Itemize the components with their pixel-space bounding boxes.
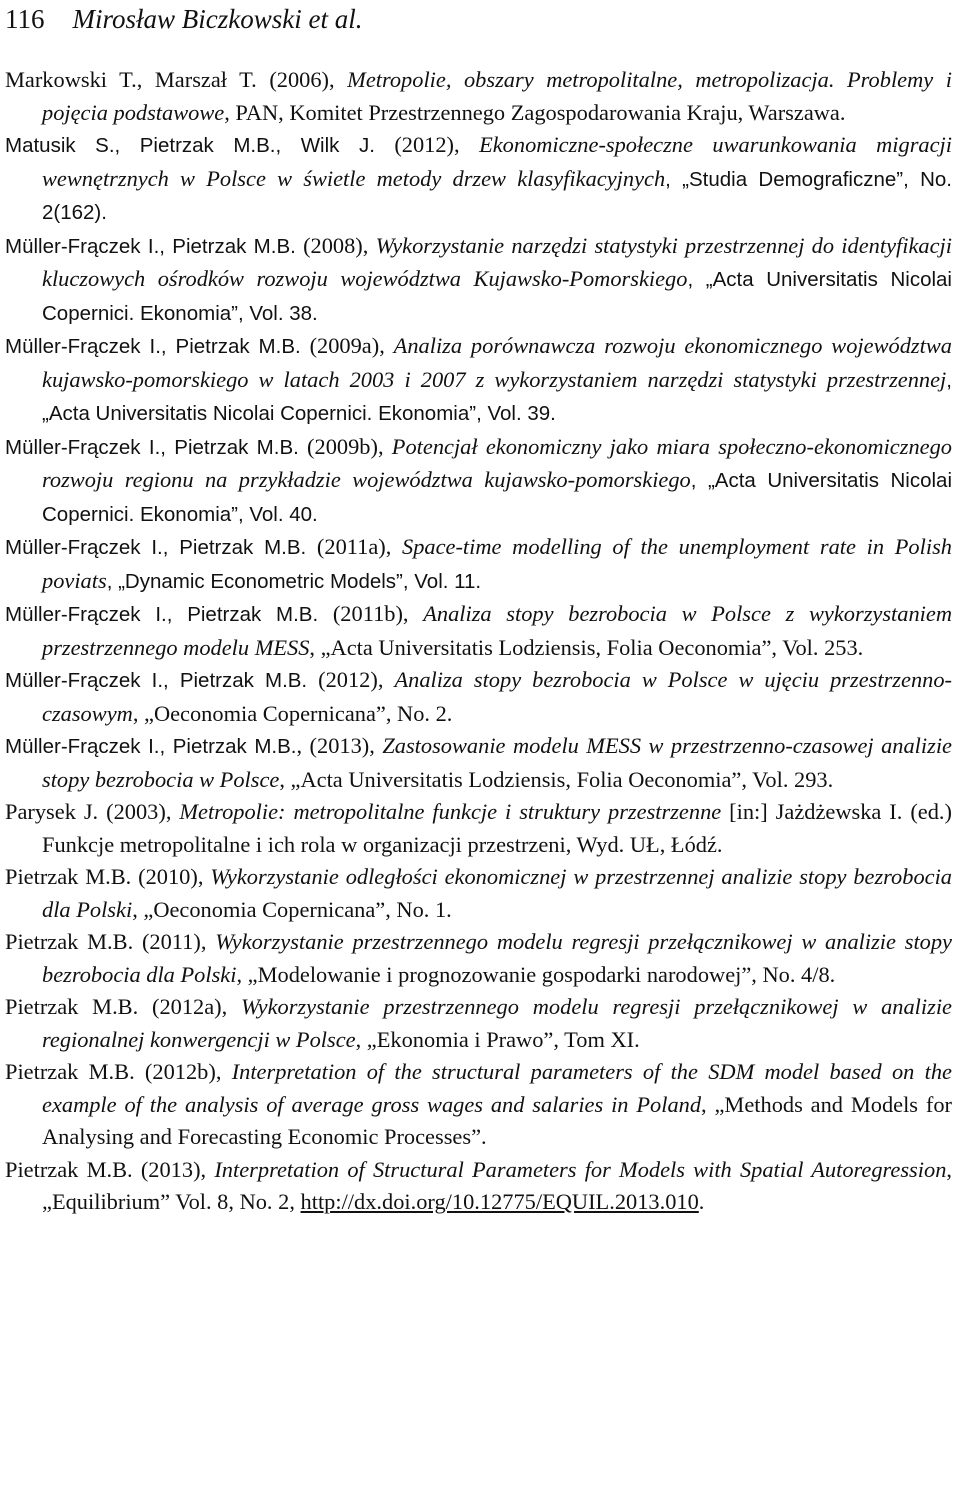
- ref-year: (2009a),: [300, 333, 394, 358]
- ref-source: , „Methods and Models for Analysing and Forecasting Economic Processes”.: [42, 1091, 952, 1149]
- ref-authors: Pietrzak M.B. (2011),: [5, 929, 216, 954]
- ref-authors: Müller-Frączek I., Pietrzak M.B.: [5, 435, 299, 459]
- ref-title: Wykorzystanie narzędzi statystyki przestrzennej do identyfikacji kluczowych ośrodków rozwoju województwa Kujawsko-Pomorskiego: [42, 232, 952, 291]
- ref-authors: Parysek J. (2003),: [5, 799, 180, 824]
- reference-item: [5, 861, 952, 926]
- reference-item: [5, 531, 952, 598]
- ref-authors: Matusik S., Pietrzak M.B., Wilk J.: [5, 134, 375, 157]
- ref-source: [in:] Jażdżewska I. (ed.) Funkcje metropolitalne i ich rola w organizacji przestrzeni, Wyd. UŁ, Łódź.: [42, 799, 952, 857]
- ref-authors: Pietrzak M.B. (2012a),: [5, 994, 242, 1019]
- ref-source: , „Studia Demograficzne”, No. 2(162).: [42, 167, 952, 224]
- ref-title: Analiza stopy bezrobocia w Polsce w ujęciu przestrzenno-czasowym: [42, 667, 952, 726]
- ref-source: , „Oeconomia Copernicana”, No. 1.: [132, 896, 452, 922]
- reference-item: [5, 796, 952, 861]
- page-number: 116: [5, 4, 45, 34]
- ref-title: Wykorzystanie odległości ekonomicznej w przestrzennej analizie stopy bezrobocia dla Polski: [42, 864, 952, 922]
- ref-title: Metropolie, obszary metropolitalne, metropolizacja. Problemy i pojęcia podstawowe: [42, 67, 952, 125]
- page-header: [5, 2, 362, 36]
- ref-year: (2011a),: [306, 534, 403, 559]
- ref-authors: Müller-Frączek I., Pietrzak M.B.: [5, 603, 319, 626]
- ref-year: (2012),: [307, 667, 395, 692]
- reference-item: [5, 230, 952, 331]
- reference-item: [5, 598, 952, 664]
- ref-title: Potencjał ekonomiczny jako miara społeczno-ekonomicznego rozwoju regionu na przykładzie województwa kujawsko-pomorskiego: [42, 433, 952, 492]
- ref-title: Analiza porównawcza rozwoju ekonomicznego województwa kujawsko-pomorskiego w latach 2003 i 2007 z wykorzystaniem narzędzi statystyki przestrzennej: [42, 333, 952, 392]
- ref-year: (2009b),: [298, 433, 392, 459]
- ref-title: Space-time modelling of the unemployment rate in Polish poviats: [42, 534, 952, 593]
- ref-source: , „Ekonomia i Prawo”, Tom XI.: [355, 1026, 640, 1052]
- ref-title: Zastosowanie modelu MESS w przestrzenno-czasowej analizie stopy bezrobocia w Polsce: [42, 733, 952, 792]
- reference-item: [5, 64, 952, 129]
- ref-year: (2011b),: [318, 601, 424, 626]
- ref-authors: Pietrzak M.B. (2010),: [5, 864, 211, 889]
- ref-title: Ekonomiczne-społeczne uwarunkowania migracji wewnętrznych w Polsce w świetle metody drzew klasyfikacyjnych: [42, 132, 952, 191]
- reference-item: [5, 129, 952, 230]
- ref-source: , „Equilibrium” Vol. 8, No. 2,: [42, 1156, 952, 1214]
- ref-authors: Müller-Frączek I., Pietrzak M.B.: [5, 536, 307, 559]
- ref-authors: Pietrzak M.B. (2012b),: [5, 1059, 232, 1084]
- ref-year: (2012),: [374, 132, 480, 157]
- ref-title: Analiza stopy bezrobocia w Polsce z wykorzystaniem przestrzennego modelu MESS: [42, 601, 952, 660]
- ref-source: , „Acta Universitatis Lodziensis, Folia Oeconomia”, Vol. 253.: [309, 634, 864, 660]
- ref-source: , „Modelowanie i prognozowanie gospodarki narodowej”, No. 4/8.: [236, 961, 836, 987]
- ref-authors: Müller-Frączek I., Pietrzak M.B.: [5, 669, 308, 692]
- ref-source: , „Acta Universitatis Nicolai Copernici. Ekonomia”, Vol. 39.: [42, 368, 952, 425]
- ref-year: , (2013),: [296, 733, 383, 758]
- ref-title: Interpretation of Structural Parameters for Models with Spatial Autoregression: [214, 1156, 947, 1182]
- running-title: Mirosław Biczkowski et al.: [72, 4, 363, 34]
- ref-source: , „Acta Universitatis Nicolai Copernici. Ekonomia”, Vol. 38.: [42, 268, 952, 325]
- ref-authors: Müller-Frączek I., Pietrzak M.B.: [5, 335, 301, 358]
- reference-item: [5, 926, 952, 991]
- ref-source: , „Acta Universitatis Nicolai Copernici. Ekonomia”, Vol. 40.: [42, 469, 952, 526]
- reference-item: [5, 1154, 952, 1219]
- reference-item: [5, 330, 952, 431]
- reference-item: [5, 730, 952, 796]
- doi-link[interactable]: http://dx.doi.org/10.12775/EQUIL.2013.010: [300, 1189, 699, 1214]
- ref-source: , „Acta Universitatis Lodziensis, Folia Oeconomia”, Vol. 293.: [279, 766, 834, 792]
- ref-source: , PAN, Komitet Przestrzennego Zagospodarowania Kraju, Warszawa.: [224, 99, 846, 125]
- reference-item: [5, 991, 952, 1056]
- ref-source: , „Oeconomia Copernicana”, No. 2.: [132, 700, 453, 726]
- ref-authors: Markowski T., Marszał T. (2006),: [5, 67, 348, 92]
- reference-list: [5, 64, 952, 1219]
- reference-item: [5, 664, 952, 730]
- reference-item: [5, 431, 952, 532]
- reference-item: [5, 1056, 952, 1154]
- ref-title: Interpretation of the structural parameters of the SDM model based on the example of the analysis of average gross wages and salaries in Poland: [42, 1059, 952, 1117]
- ref-title: Metropolie: metropolitalne funkcje i struktury przestrzenne: [179, 799, 722, 824]
- ref-title: Wykorzystanie przestrzennego modelu regresji przełącznikowej w analizie stopy bezrobocia dla Polski: [42, 929, 952, 987]
- ref-authors: Müller-Frączek I., Pietrzak M.B.: [5, 735, 297, 758]
- ref-authors: Müller-Frączek I., Pietrzak M.B.: [5, 234, 296, 258]
- ref-title: Wykorzystanie przestrzennego modelu regresji przełącznikowej w analizie regionalnej konwergencji w Polsce: [42, 994, 952, 1052]
- ref-end: .: [698, 1189, 705, 1214]
- ref-source: , „Dynamic Econometric Models”, Vol. 11.: [106, 569, 482, 593]
- ref-authors: Pietrzak M.B. (2013),: [5, 1156, 215, 1182]
- ref-year: (2008),: [295, 232, 376, 258]
